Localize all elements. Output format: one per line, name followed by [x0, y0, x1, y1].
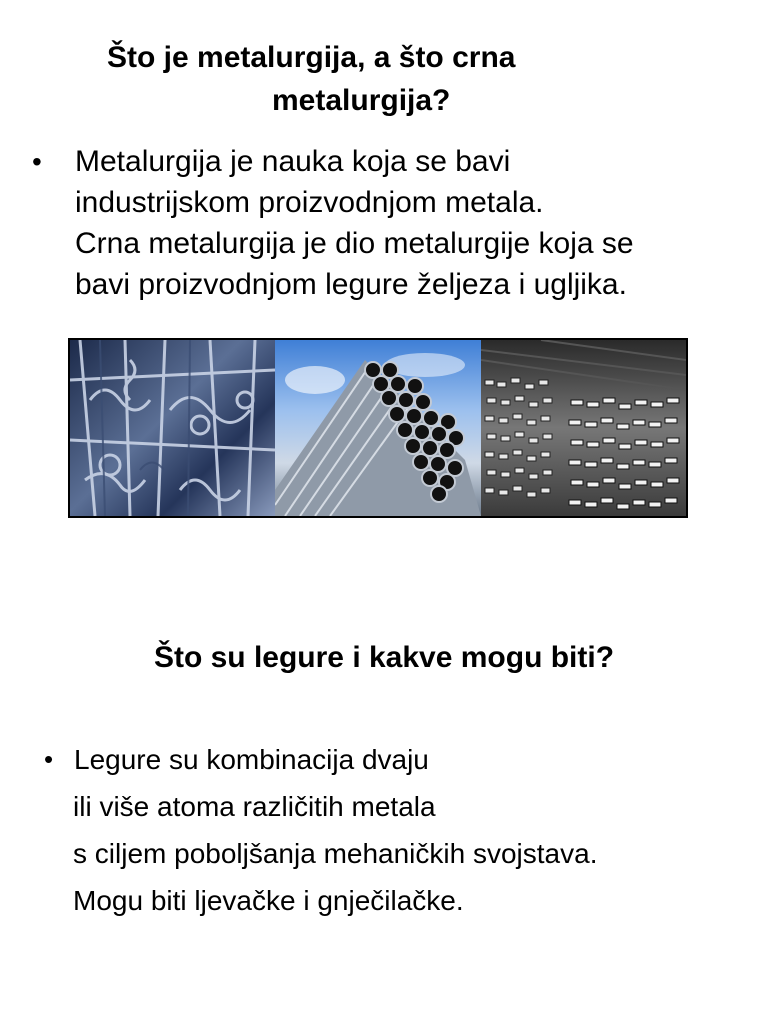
bullet-alloys-definition: [44, 736, 597, 924]
steel-bars-illustration: [481, 340, 686, 516]
bullet-text-line: bavi proizvodnjom legure željeza i ugljika.: [75, 268, 627, 301]
bullet-text-line: Legure su kombinacija dvaju: [74, 744, 429, 775]
bullet-marker: •: [32, 146, 42, 177]
bullet-marker: •: [44, 744, 54, 774]
steel-bars-photo: [481, 340, 686, 516]
steel-pipes-photo: [275, 340, 481, 516]
bullet-text-line: industrijskom proizvodnjom metala.: [75, 186, 544, 219]
bullet-text-line: Metalurgija je nauka koja se bavi: [75, 145, 511, 178]
bullet-text-line: ili više atoma različitih metala: [73, 791, 436, 822]
bullet-text-line: Mogu biti ljevačke i gnječilačke.: [73, 885, 464, 916]
heading-line-2: metalurgija?: [272, 84, 451, 117]
heading-line-1: Što je metalurgija, a što crna: [107, 41, 516, 74]
wrought-iron-fence-illustration: [70, 340, 275, 516]
bullet-text-line: Crna metalurgija je dio metalurgije koja se: [75, 227, 634, 260]
steel-pipes-illustration: [275, 340, 481, 516]
bullet-text-line: s ciljem poboljšanja mehaničkih svojstava.: [73, 838, 598, 869]
metal-products-banner: [68, 338, 688, 518]
bullet-metallurgy-definition: [32, 141, 634, 305]
wrought-iron-fence-photo: [70, 340, 275, 516]
heading-alloys: Što su legure i kakve mogu biti?: [153, 641, 615, 674]
heading-metallurgy: [0, 36, 768, 122]
